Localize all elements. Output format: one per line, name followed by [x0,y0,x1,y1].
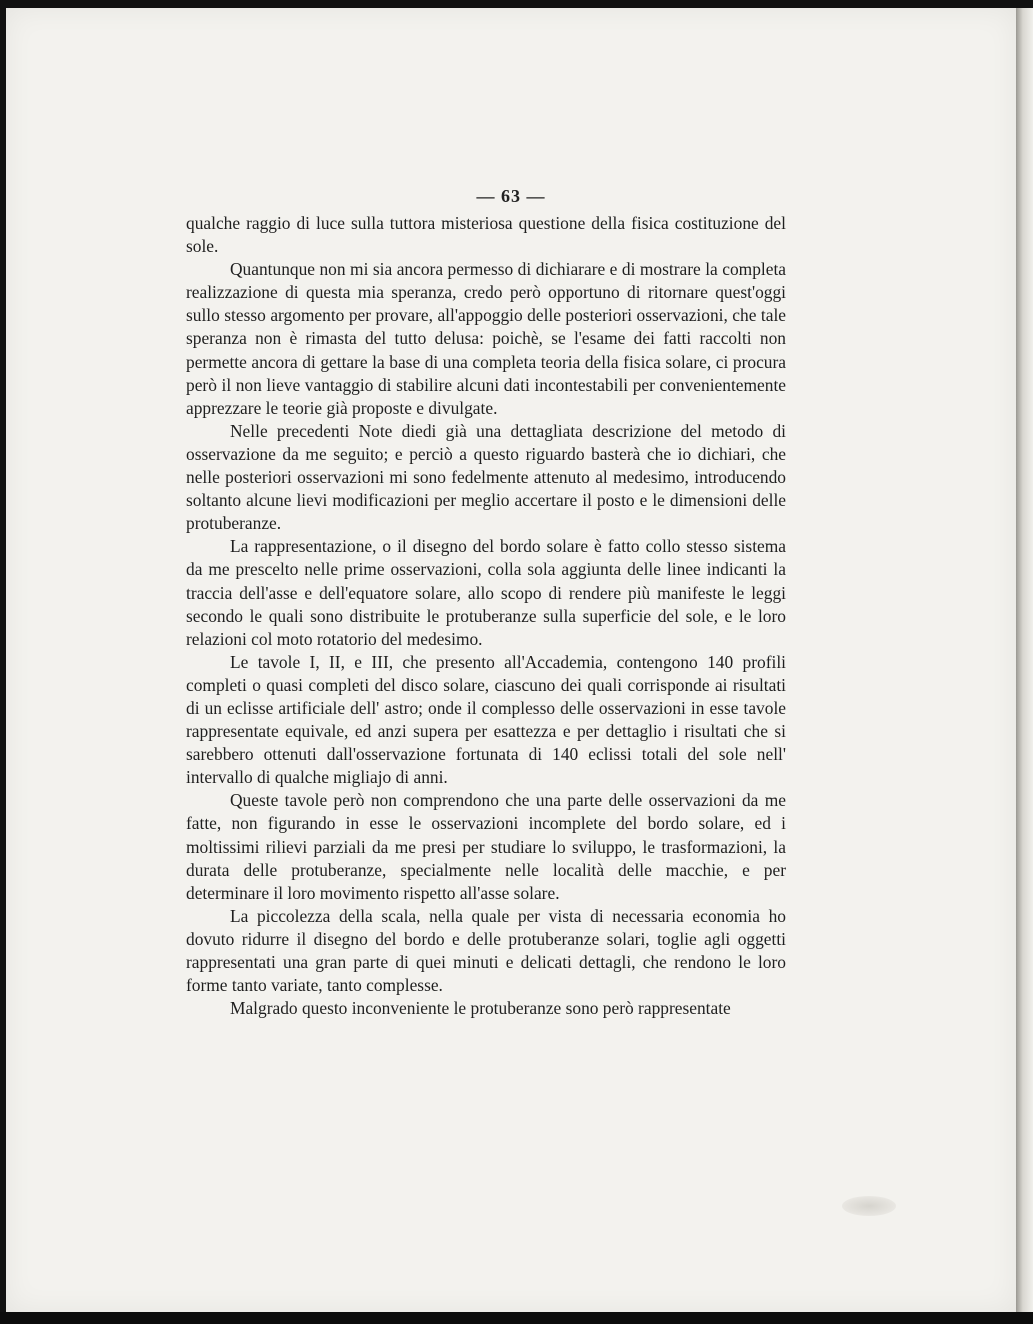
margin-stain [842,1196,896,1216]
page-edge [1016,8,1033,1312]
body-text [186,212,786,1020]
paragraph: Queste tavole però non comprendono che una parte delle osservazioni da me fatte, non figurando in esse le osservazioni incomplete del bordo solare, ed i moltissimi rilievi parziali da me presi per studiare lo sviluppo, le trasformazioni, la durata delle protuberanze, specialmente nelle località delle macchie, e per determinare il loro movimento rispetto all'asse solare. [186,790,786,903]
paragraph: Le tavole I, II, e III, che presento all'Accademia, contengono 140 profili completi o quasi completi del disco solare, ciascuno dei quali corrisponde ai risultati di un eclisse artificiale dell' astro; onde il complesso delle osservazioni in esse tavole rappresentate equivale, ed anzi supera per esattezza e per dettaglio i risultati che si sarebbero ottenuti dall'osservazione fortunata di 140 eclissi totali del sole nell' intervallo di qualche migliajo di anni. [186,651,786,788]
paragraph: La rappresentazione, o il disegno del bordo solare è fatto collo stesso sistema da me prescelto nelle prime osservazioni, colla sola aggiunta delle linee indicanti la traccia dell'asse e dell'equatore solare, allo scopo di rendere più manifeste le leggi secondo le quali sono distribuite le protuberanze sulla superficie del sole, e le loro relazioni col moto rotatorio del medesimo. [186,536,786,649]
paragraph: qualche raggio di luce sulla tuttora misteriosa questione della fisica costituzione del sole. [186,213,786,257]
paragraph: Nelle precedenti Note diedi già una dettagliata descrizione del metodo di osservazione da me seguito; e perciò a questo riguardo basterà che io dichiari, che nelle posteriori osservazioni mi sono fedelmente attenuto al medesimo, introducendo soltanto alcune lievi modificazioni per meglio accertare il posto e le dimensioni delle protuberanze. [186,420,786,534]
paragraph: Malgrado questo inconveniente le protuberanze sono però rappresentate [230,998,731,1019]
paragraph: La piccolezza della scala, nella quale per vista di necessaria economia ho dovuto ridurre il disegno del bordo e delle protuberanze solari, toglie agli oggetti rappresentati una gran parte di quei minuti e delicati dettagli, che rendono le loro forme tanto variate, tanto complesse. [186,905,786,996]
page-number: — 63 — [476,186,546,206]
paragraph: Quantunque non mi sia ancora permesso di dichiarare e di mostrare la completa realizzazione di questa mia speranza, credo però opportuno di ritornare quest'oggi sullo stesso argomento per provare, all'appoggio delle posteriori osservazioni, che tale speranza non è rimasta del tutto delusa: poichè, se l'esame dei fatti raccolti non permette ancora di gettare la base di una completa teoria della fisica solare, ci procura però il non lieve vantaggio di stabilire alcuni dati incontestabili per convenientemente apprezzare le teorie già proposte e divulgate. [186,259,786,418]
scan-bottom-border [0,1312,1033,1324]
